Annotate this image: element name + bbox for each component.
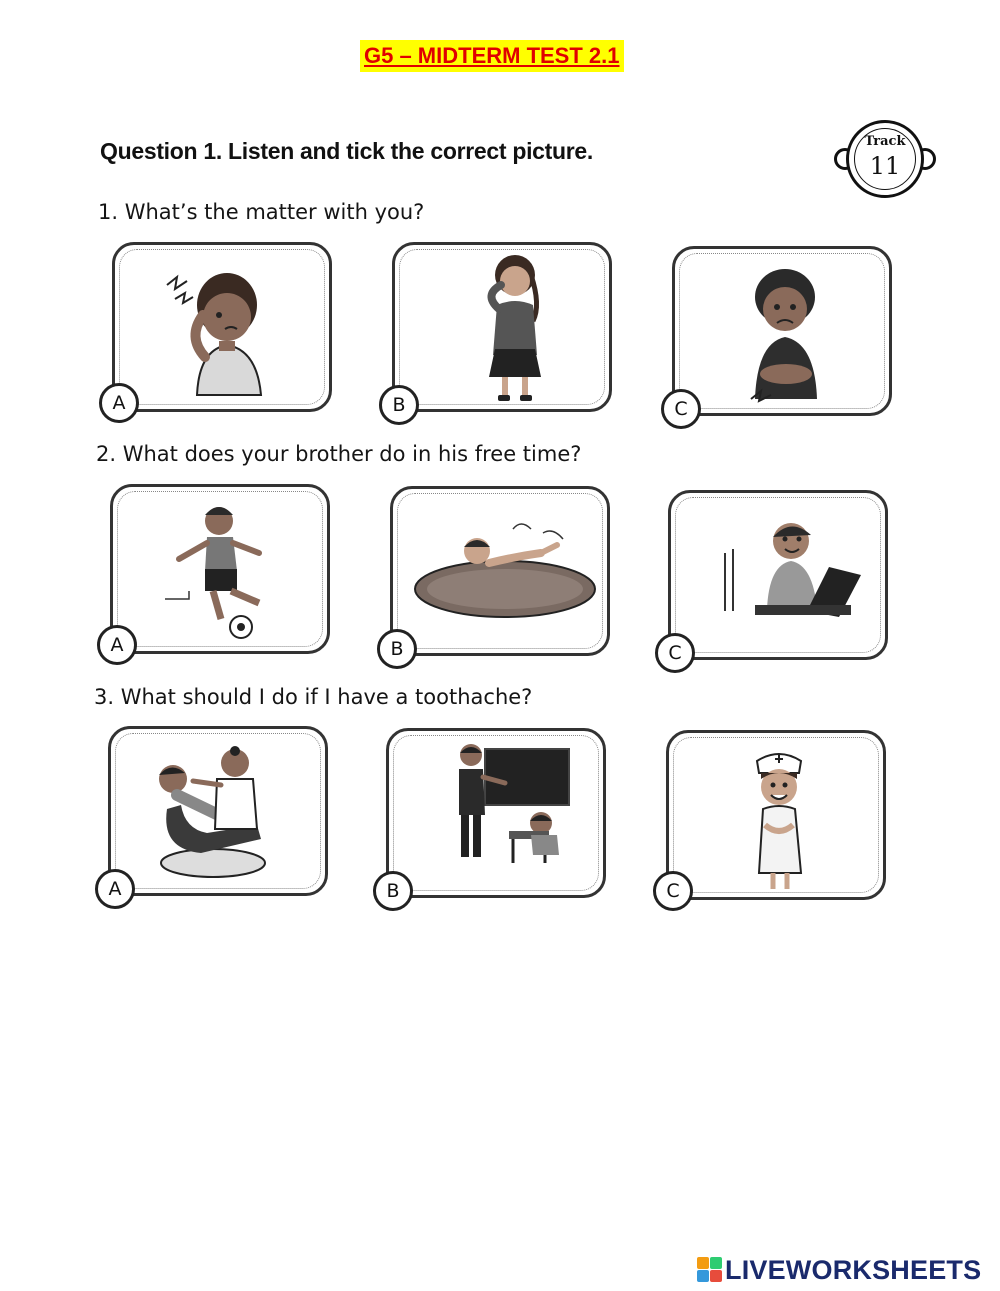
q1-option-c-badge[interactable]: C [661, 389, 701, 429]
playing-football-picture [113, 487, 333, 657]
q3-option-a-badge[interactable]: A [95, 869, 135, 909]
q3-option-b-card[interactable] [386, 728, 606, 902]
q2-option-a-card[interactable] [110, 484, 330, 654]
dentist-picture [111, 729, 331, 899]
q1-option-b-badge[interactable]: B [379, 385, 419, 425]
question-2-text: 2. What does your brother do in his free time? [96, 442, 582, 466]
q3-option-c-badge[interactable]: C [653, 871, 693, 911]
teacher-picture [389, 731, 609, 901]
swimming-picture [393, 489, 613, 659]
q1-option-c-card[interactable] [672, 246, 892, 420]
q2-option-a-badge[interactable]: A [97, 625, 137, 665]
page-title: G5 – MIDTERM TEST 2.1 [360, 40, 624, 72]
q2-option-c-badge[interactable]: C [655, 633, 695, 673]
nurse-picture [669, 733, 889, 903]
question-3-text: 3. What should I do if I have a toothache? [94, 685, 533, 709]
liveworksheets-wordmark: LIVEWORKSHEETS [725, 1254, 982, 1285]
track-badge [832, 118, 938, 200]
q1-option-a-card[interactable] [112, 242, 332, 412]
q3-option-c-card[interactable] [666, 730, 886, 900]
q3-option-b-badge[interactable]: B [373, 871, 413, 911]
headache-picture [115, 245, 335, 415]
q2-option-b-card[interactable] [390, 486, 610, 660]
q1-option-a-badge[interactable]: A [99, 383, 139, 423]
cough-picture [395, 245, 615, 415]
stomach-ache-picture [675, 249, 895, 419]
liveworksheets-logo-icon [697, 1257, 723, 1283]
q1-option-b-card[interactable] [392, 242, 612, 416]
q3-option-a-card[interactable] [108, 726, 328, 900]
track-label: Track [864, 134, 906, 149]
computer-picture [671, 493, 891, 663]
q2-option-c-card[interactable] [668, 490, 888, 664]
liveworksheets-logo [697, 1255, 981, 1285]
q2-option-b-badge[interactable]: B [377, 629, 417, 669]
track-number: 11 [869, 152, 901, 180]
question-1-text: 1. What’s the matter with you? [98, 200, 425, 224]
question-heading: Question 1. Listen and tick the correct picture. [100, 138, 593, 164]
